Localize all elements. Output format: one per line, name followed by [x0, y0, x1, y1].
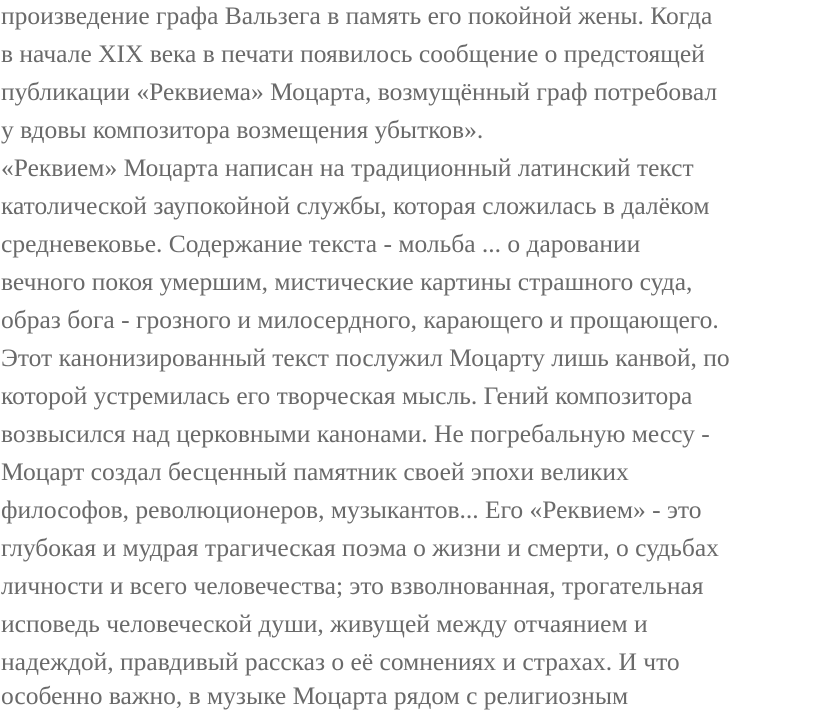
text-line-17: исповедь человеческой души, живущей между отчаянием и: [1, 609, 648, 638]
text-line-9: образ бога - грозного и милосердного, карающего и прощающего.: [1, 305, 719, 334]
text-line-19: особенно важно, в музыке Моцарта рядом с религиозным: [1, 681, 629, 710]
text-line-11: которой устремилась его творческая мысль. Гений композитора: [1, 381, 693, 410]
text-line-5: «Реквием» Моцарта написан на традиционный латинский текст: [1, 153, 694, 182]
text-line-18: надеждой, правдивый рассказ о её сомнениях и страхах. И что: [1, 647, 680, 676]
text-line-14: философов, революционеров, музыкантов... Его «Реквием» - это: [1, 495, 702, 524]
text-line-15: глубокая и мудрая трагическая поэма о жизни и смерти, о судьбах: [1, 533, 719, 562]
text-line-12: возвысился над церковными канонами. Не погребальную мессу -: [1, 419, 710, 448]
text-line-2: в начале XIX века в печати появилось сообщение о предстоящей: [1, 39, 705, 68]
text-line-13: Моцарт создал бесценный памятник своей эпохи великих: [1, 457, 629, 486]
text-line-16: личности и всего человечества; это взволнованная, трогательная: [1, 571, 704, 600]
text-line-1: произведение графа Вальзега в память его покойной жены. Когда: [1, 1, 713, 30]
text-line-8: вечного покоя умершим, мистические картины страшного суда,: [1, 267, 693, 296]
text-line-6: католической заупокойной службы, которая сложилась в далёком: [1, 191, 710, 220]
text-line-10: Этот канонизированный текст послужил Моцарту лишь канвой, по: [1, 343, 730, 372]
text-line-4: у вдовы композитора возмещения убытков».: [1, 115, 484, 144]
text-line-7: средневековье. Содержание текста - мольба ... о даровании: [1, 229, 641, 258]
text-line-3: публикации «Реквиема» Моцарта, возмущённый граф потребовал: [1, 77, 718, 106]
